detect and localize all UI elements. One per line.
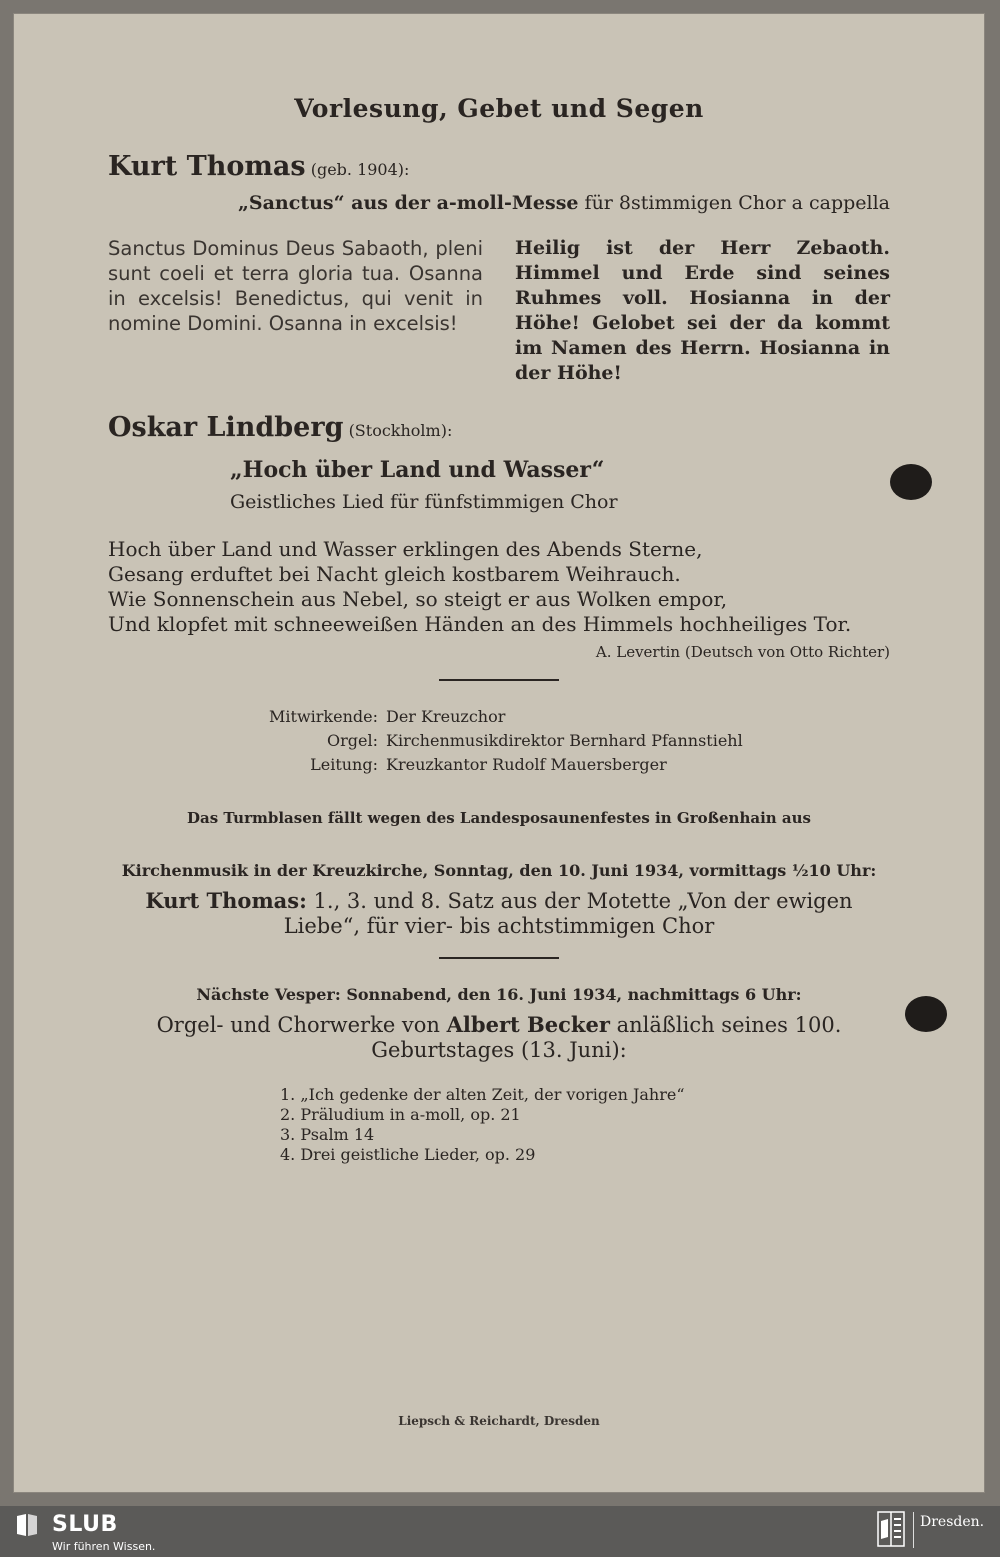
composer-note: (Stockholm): — [348, 421, 453, 440]
credit-value: Kreuzkantor Rudolf Mauersberger — [386, 755, 667, 774]
poem-line: Gesang erduftet bei Nacht gleich kostbarem Weihrauch. — [108, 562, 681, 586]
punch-hole — [905, 996, 947, 1032]
slub-tagline: Wir führen Wissen. — [52, 1540, 156, 1553]
divider — [439, 679, 559, 681]
punch-hole — [890, 464, 932, 500]
composer-heading-2 — [108, 412, 890, 443]
turmblasen-note: Das Turmblasen fällt wegen des Landesposaunenfestes in Großenhain aus — [187, 809, 811, 827]
list-item: 4. Drei geistliche Lieder, op. 29 — [280, 1145, 536, 1164]
latin-text: Sanctus Dominus Deus Sabaoth, pleni sunt coeli et terra gloria tua. Osanna in excelsis! Benedictus, qui venit in nomine Domini. Osanna in excelsis! — [108, 237, 483, 335]
program-list — [280, 1085, 890, 1165]
footer-separator — [913, 1512, 914, 1548]
credits — [226, 705, 890, 777]
slub-book-icon — [14, 1512, 40, 1538]
kirchenmusik-program — [108, 888, 890, 939]
document-content — [108, 74, 890, 1165]
next-vesper-program — [108, 1012, 890, 1063]
composer-note: (geb. 1904): — [310, 160, 410, 179]
german-text: Heilig ist der Herr Zebaoth. Himmel und Erde sind seines Ruhmes voll. Hosianna in der Höhe! Gelobet sei der da kommt im Namen des Herrn. Hosianna in der Höhe! — [515, 237, 890, 384]
credit-row — [226, 753, 890, 777]
composer-name: Oskar Lindberg — [108, 412, 344, 443]
poem-line: Wie Sonnenschein aus Nebel, so steigt er aus Wolken empor, — [108, 587, 728, 611]
dresden-logo-text[interactable]: Dresden. — [920, 1514, 985, 1530]
printer-imprint: Liepsch & Reichardt, Dresden — [398, 1414, 600, 1428]
composer-name: Kurt Thomas — [108, 151, 306, 182]
poem-line: Und klopfet mit schneeweißen Händen an des Himmels hochheiliges Tor. — [108, 612, 852, 636]
next-vesper-composer: Albert Becker — [446, 1012, 610, 1037]
text-columns — [108, 236, 890, 386]
poem-line: Hoch über Land und Wasser erklingen des Abends Sterne, — [108, 537, 703, 561]
credit-label: Leitung: — [310, 755, 378, 774]
credit-label: Mitwirkende: — [269, 707, 378, 726]
dresden-crest-icon — [877, 1511, 905, 1547]
song-heading — [230, 457, 890, 513]
credit-row — [226, 729, 890, 753]
kirchenmusik-heading: Kirchenmusik in der Kreuzkirche, Sonntag, den 10. Juni 1934, vormittags ½10 Uhr: — [121, 861, 877, 880]
next-vesper-part1: Orgel- und Chorwerke von — [156, 1013, 440, 1037]
footer-bar — [0, 1506, 1000, 1557]
page-title: Vorlesung, Gebet und Segen — [294, 94, 704, 123]
slub-logo-text[interactable]: SLUB — [52, 1512, 118, 1537]
credit-label: Orgel: — [327, 731, 378, 750]
list-item: 2. Präludium in a-moll, op. 21 — [280, 1105, 521, 1124]
credit-value: Der Kreuzchor — [386, 707, 506, 726]
work-title-bold: „Sanctus“ aus der a-moll-Messe — [237, 192, 579, 214]
document-page — [14, 14, 984, 1492]
song-title: „Hoch über Land und Wasser“ — [230, 457, 605, 483]
poem-attribution: A. Levertin (Deutsch von Otto Richter) — [595, 643, 890, 661]
list-item: 3. Psalm 14 — [280, 1125, 375, 1144]
kirchenmusik-composer: Kurt Thomas: — [145, 888, 307, 913]
work-title-rest: für 8stimmigen Chor a cappella — [584, 192, 890, 214]
composer-heading-1 — [108, 151, 890, 182]
kirchenmusik-work: 1., 3. und 8. Satz aus der Motette „Von der ewigen Liebe“, für vier- bis achtstimmigen Chor — [283, 889, 853, 938]
credit-row — [226, 705, 890, 729]
credit-value: Kirchenmusikdirektor Bernhard Pfannstiehl — [386, 731, 743, 750]
divider — [439, 957, 559, 959]
work-title-1 — [108, 192, 890, 214]
poem — [108, 537, 890, 637]
next-vesper-part2: anläßlich seines 100. Geburtstages (13. Juni): — [371, 1013, 842, 1062]
next-vesper-heading: Nächste Vesper: Sonnabend, den 16. Juni 1934, nachmittags 6 Uhr: — [196, 985, 802, 1004]
song-subtitle: Geistliches Lied für fünfstimmigen Chor — [230, 491, 618, 513]
list-item: 1. „Ich gedenke der alten Zeit, der vorigen Jahre“ — [280, 1085, 685, 1104]
